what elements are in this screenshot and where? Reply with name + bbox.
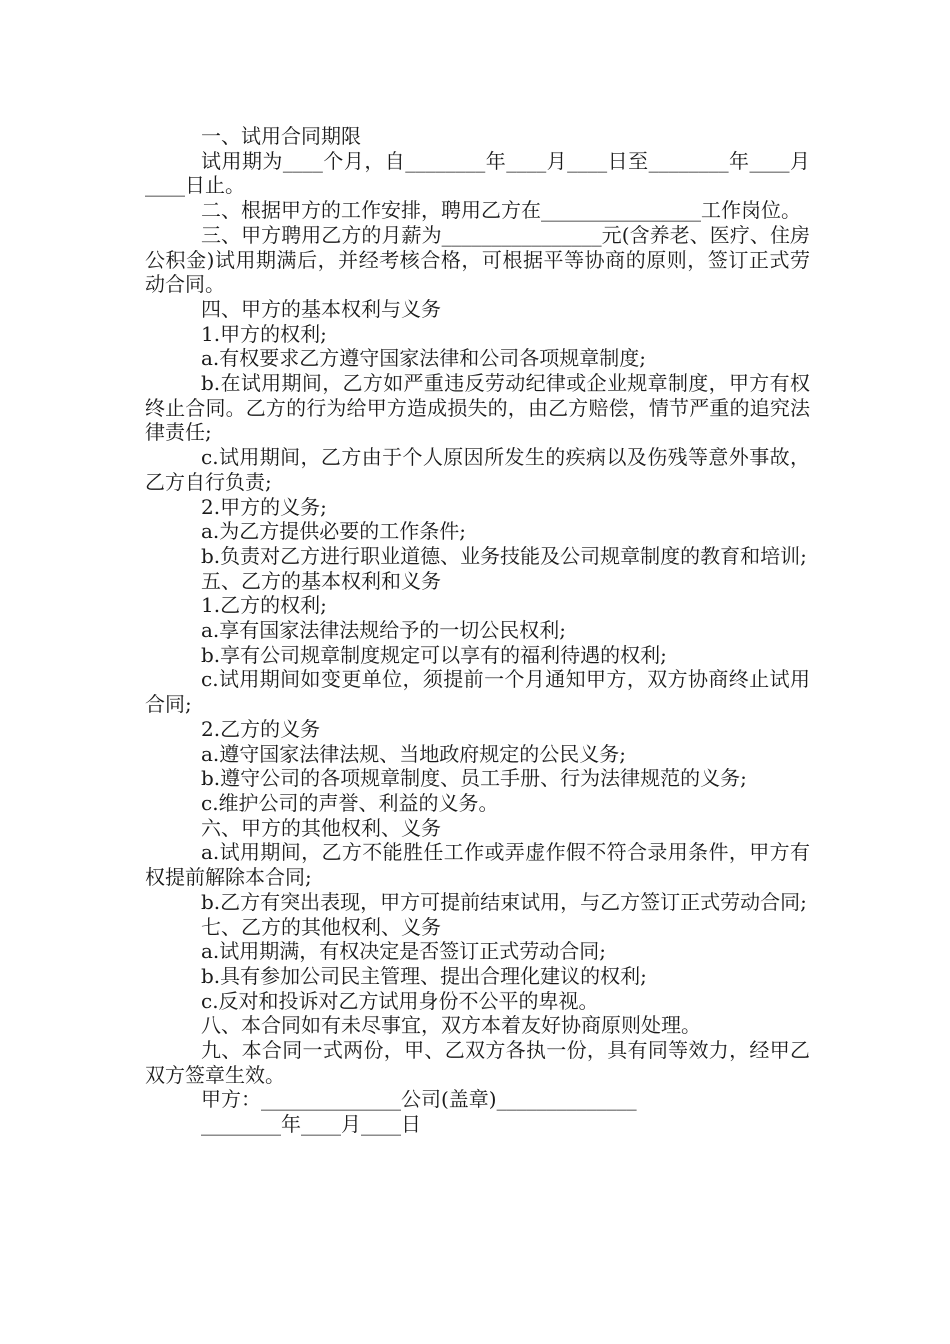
list-item: c.试用期间，乙方由于个人原因所发生的疾病以及伤残等意外事故，乙方自行负责; bbox=[145, 445, 810, 494]
list-item: b.遵守公司的各项规章制度、员工手册、行为法律规范的义务; bbox=[201, 766, 747, 791]
list-item: a.遵守国家法律法规、当地政府规定的公民义务; bbox=[201, 741, 627, 766]
list-item: a.试用期满，有权决定是否签订正式劳动合同; bbox=[201, 939, 607, 964]
section-job-position: 二、根据甲方的工作安排，聘用乙方在________________工作岗位。 bbox=[201, 198, 801, 223]
list-item: a.享有国家法律法规给予的一切公民权利; bbox=[201, 618, 567, 643]
subheading-party-b-obligations: 2.乙方的义务 bbox=[201, 716, 321, 741]
section-heading-party-a-other: 六、甲方的其他权利、义务 bbox=[201, 815, 441, 840]
subheading-party-b-rights: 1.乙方的权利; bbox=[201, 593, 327, 618]
list-item: c.维护公司的声誉、利益的义务。 bbox=[201, 790, 499, 815]
list-item: a.有权要求乙方遵守国家法律和公司各项规章制度; bbox=[201, 346, 647, 371]
contract-body bbox=[145, 124, 810, 1137]
list-item: a.试用期间，乙方不能胜任工作或弄虚作假不符合录用条件，甲方有权提前解除本合同; bbox=[145, 840, 810, 890]
section-heading-party-a-rights: 四、甲方的基本权利与义务 bbox=[201, 296, 441, 321]
subheading-party-a-rights: 1.甲方的权利; bbox=[201, 321, 327, 346]
list-item: b.具有参加公司民主管理、提出合理化建议的权利; bbox=[201, 963, 647, 988]
list-item: b.负责对乙方进行职业道德、业务技能及公司规章制度的教育和培训; bbox=[201, 543, 807, 568]
section-heading-party-b-rights: 五、乙方的基本权利和义务 bbox=[201, 568, 441, 593]
signature-line-party-a: 甲方：______________公司(盖章)______________ bbox=[201, 1087, 637, 1112]
list-item: c.试用期间如变更单位，须提前一个月通知甲方，双方协商终止试用合同; bbox=[145, 667, 810, 717]
list-item: c.反对和投诉对乙方试用身份不公平的卑视。 bbox=[201, 988, 599, 1013]
section-heading-trial-period: 一、试用合同期限 bbox=[201, 124, 361, 148]
signature-date: ________年____月____日 bbox=[201, 1112, 421, 1137]
section-copies: 九、本合同一式两份，甲、乙双方各执一份，具有同等效力，经甲乙双方签章生效。 bbox=[145, 1038, 810, 1087]
paragraph-trial-duration: 试用期为____个月，自________年____月____日至________年____月____日止。 bbox=[145, 148, 810, 198]
list-item: b.在试用期间，乙方如严重违反劳动纪律或企业规章制度，甲方有权终止合同。乙方的行为给甲方造成损失的，由乙方赔偿，情节严重的追究法律责任; bbox=[145, 371, 810, 445]
section-monthly-salary: 三、甲方聘用乙方的月薪为________________元(含养老、医疗、住房公积金)试用期满后，并经考核合格，可根据平等协商的原则，签订正式劳动合同。 bbox=[145, 222, 810, 297]
section-heading-party-b-other: 七、乙方的其他权利、义务 bbox=[201, 914, 441, 939]
list-item: a.为乙方提供必要的工作条件; bbox=[201, 519, 467, 544]
subheading-party-a-obligations: 2.甲方的义务; bbox=[201, 494, 327, 519]
list-item: b.乙方有突出表现，甲方可提前结束试用，与乙方签订正式劳动合同; bbox=[201, 889, 807, 914]
list-item: b.享有公司规章制度规定可以享有的福利待遇的权利; bbox=[201, 642, 667, 667]
section-unresolved-matters: 八、本合同如有未尽事宜，双方本着友好协商原则处理。 bbox=[201, 1013, 701, 1038]
